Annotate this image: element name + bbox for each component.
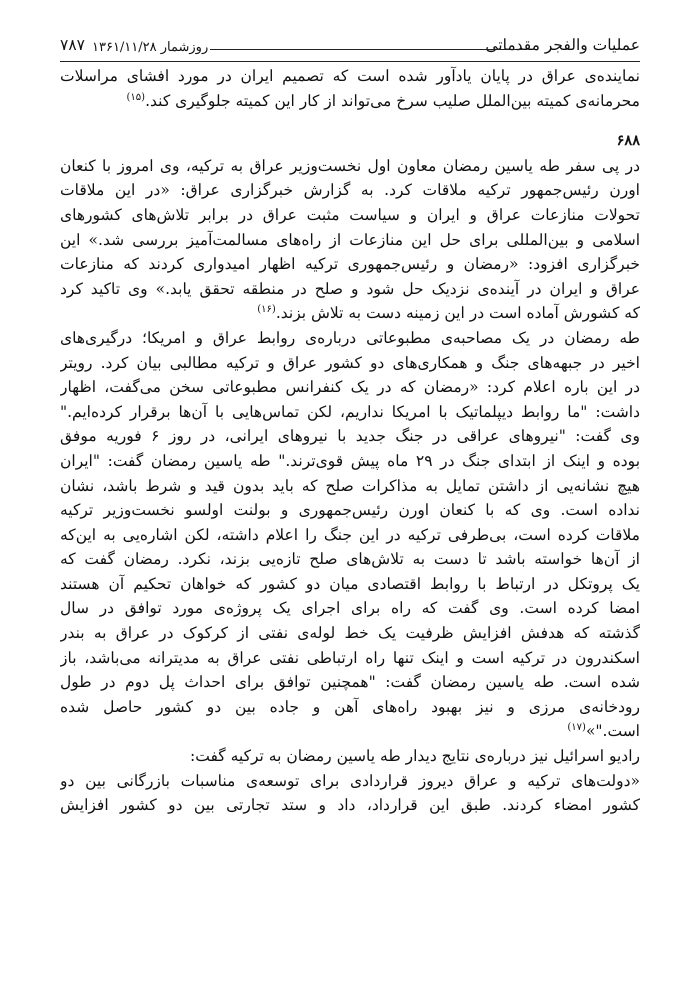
line-text: خبرگزاری افزود: «رمضان و رئیس‌جمهوری ترکیه اظهار امیدواری کردند که منازعات — [60, 255, 640, 274]
header-rule — [60, 61, 640, 62]
line-text: اورن رئیس‌جمهور ترکیه ملاقات کرد. به گزارش خبرگزاری عراق: «در این ملاقات — [60, 181, 640, 200]
line-text: «دولت‌های ترکیه و عراق دیروز قراردادی برای توسعه‌ی مناسبات بازرگانی بین دو — [60, 771, 640, 790]
page-body — [60, 64, 640, 818]
text-line — [60, 719, 640, 744]
text-line — [60, 277, 640, 302]
text-line — [60, 178, 640, 203]
text-line — [60, 351, 640, 376]
line-text: اسکندرون در ترکیه است و اینک تنها راه ارتباطی نفتی عراق به مدیترانه می‌باشد، باز — [60, 648, 640, 667]
text-line — [60, 400, 640, 425]
line-text: تحولات منازعات عراق و ایران و سیاست مثبت عراق در برابر تلاش‌های کشورهای — [60, 205, 640, 224]
text-line — [60, 670, 640, 695]
line-text: اخیر در جبهه‌های جنگ و همکاری‌های دو کشور عراق و ترکیه مطالبی بیان کرد. رویتر — [60, 353, 640, 372]
text-line — [60, 572, 640, 597]
line-text: رادیو اسرائیل نیز درباره‌ی نتایج دیدار طه یاسین رمضان به ترکیه گفت: — [190, 747, 640, 766]
text-line — [60, 64, 640, 89]
text-line — [60, 228, 640, 253]
line-text: وی گفت: "نیروهای عراقی در جنگ جدید با نیروهای ایرانی، در روز ۶ فوریه موفق — [60, 427, 640, 446]
line-text: اسلامی و بین‌المللی برای حل این منازعات از راه‌های مسالمت‌آمیز بررسی شد.» این — [60, 230, 640, 249]
line-text: از آن‌ها خواسته باشد تا دست به تلاش‌های صلح تازه‌یی بزند، نکرد. رمضان گفت که — [60, 550, 640, 569]
running-header — [60, 34, 640, 60]
text-line — [60, 424, 640, 449]
line-text: که کشورش آماده است در این زمینه دست به تلاش بزند. — [275, 304, 640, 323]
text-line — [60, 793, 640, 818]
text-line — [60, 474, 640, 499]
line-text: کشور امضاء کردند. طبق این قرارداد، داد و ستد تجارتی بین دو کشور افزایش — [60, 796, 640, 815]
book-title: عملیات والفجر مقدماتی — [485, 36, 640, 54]
header-leader-line — [210, 49, 522, 50]
footnote-ref: (۱۶) — [257, 304, 276, 316]
text-line — [60, 326, 640, 351]
line-text: گذشته که هدفش افزایش ظرفیت یک خط لوله‌ی نفتی از کرکوک در عراق به بندر — [60, 624, 640, 643]
line-text: امضا کرده است. وی گفت که راه برای اجرای یک پروژه‌ی مورد توافق در سال — [60, 599, 640, 618]
line-text: هیچ نشانه‌یی از داشتن تمایل به مذاکرات صلح که باید بدون قید و شرط باشد، نشان — [60, 476, 640, 495]
line-text: در این باره اعلام کرد: «رمضان که در یک کنفرانس مطبوعاتی سخن می‌گفت، اظهار — [60, 378, 640, 397]
footnote-ref: (۱۷) — [567, 722, 586, 734]
text-line — [60, 621, 640, 646]
text-line — [60, 449, 640, 474]
chronicle-date: روزشمار ۱۳۶۱/۱۱/۲۸ — [92, 40, 209, 55]
text-line — [60, 523, 640, 548]
page-number: ۷۸۷ — [60, 36, 85, 54]
text-line — [60, 498, 640, 523]
line-text: ملاقات کرده است، بی‌طرفی ترکیه در این جنگ را اعلام داشته، لکن اشاره‌یی به این‌که — [60, 525, 640, 544]
line-text: ۶۸۸ — [616, 132, 640, 150]
line-text: بوده و اینک از ابتدای جنگ در ۲۹ ماه پیش قوی‌ترند." طه یاسین رمضان گفت: "ایران — [60, 451, 640, 470]
footnote-ref: (۱۵) — [126, 91, 146, 103]
text-line — [60, 744, 640, 769]
line-text: نماینده‌ی عراق در پایان یادآور شده است که تصمیم ایران در مورد افشای مراسلات — [60, 67, 640, 85]
line-text: در پی سفر طه یاسین رمضان معاون اول نخست‌وزیر عراق به ترکیه، وی امروز با کنعان — [60, 156, 640, 175]
text-line — [60, 301, 640, 326]
line-text: نداده است. وی که با کنعان اورن رئیس‌جمهوری و بولنت اولسو نخست‌وزیر ترکیه — [60, 501, 640, 520]
line-text: عراق و ایران در آینده‌ی نزدیک حل شود و صلح در منطقه تحقق یابد.» وی تاکید کرد — [60, 279, 640, 298]
text-line — [60, 154, 640, 179]
line-text: شده است. طه یاسین رمضان گفت: "همچنین توافق برای احداث پل دوم در طول — [60, 673, 640, 692]
line-text: داشت: "ما روابط دیپلماتیک با امریکا نداریم، لکن تماس‌هایی با آن‌ها برقرار کرده‌ایم." — [60, 402, 640, 421]
text-line — [60, 89, 640, 114]
text-line — [60, 695, 640, 720]
text-line — [60, 547, 640, 572]
text-line — [60, 203, 640, 228]
entry-number — [60, 129, 640, 154]
line-text: یک پروتکل در ارتباط با روابط اقتصادی میان دو کشور که خواهان تحکیم آن هستند — [60, 574, 640, 593]
line-text: محرمانه‌ی کمیته بین‌الملل صلیب سرخ می‌تواند از کار این کمیته جلوگیری کند. — [145, 91, 640, 110]
line-text: است."» — [585, 722, 640, 741]
text-line — [60, 375, 640, 400]
line-text: طه رمضان در یک مصاحبه‌ی مطبوعاتی درباره‌ی روابط عراق و امریکا؛ درگیری‌های — [60, 328, 640, 347]
text-line — [60, 596, 640, 621]
text-line — [60, 769, 640, 794]
text-line — [60, 646, 640, 671]
line-text: رودخانه‌ی مرزی و نیز بهبود راه‌های آهن و جاده بین دو کشور حاصل شده — [60, 697, 640, 716]
text-line — [60, 252, 640, 277]
